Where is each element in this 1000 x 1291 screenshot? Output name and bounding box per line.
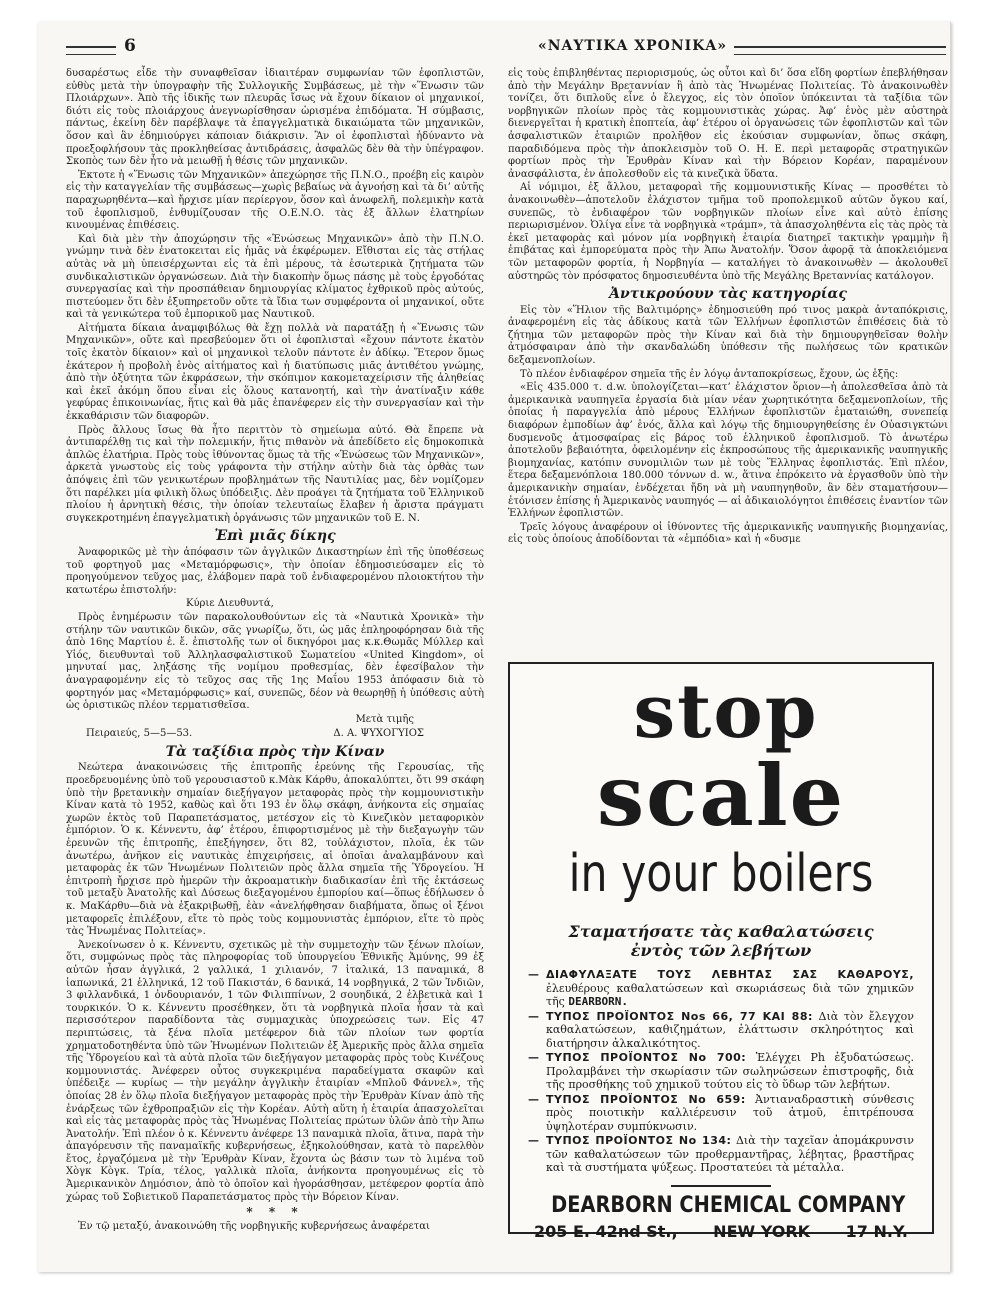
newspaper-page <box>38 22 951 1272</box>
ad-subhead: ἐντὸς τῶν λεβήτων <box>630 941 812 960</box>
dash-bullet: — <box>528 1051 539 1064</box>
dash-bullet: — <box>528 1009 539 1023</box>
section-title-rebuttal: Ἀντικρούουν τὰς κατηγορίας <box>609 286 847 303</box>
left-column <box>66 68 484 1234</box>
letter-paragraph: Πρὸς ἐνημέρωσιν τῶν παρακολουθούντων εἰς τὰ «Ναυτικὰ Χρονικὰ» τὴν στήλην τῶν ναυτικῶν δικῶν, σᾶς γνωρίζω, ὅτι, ὡς μᾶς ἐπληροφόρησαν διὰ τῆς ἀπὸ 16ης Μαρτίου ἐ. ἔ. ἐπιστολῆς των οἱ δικηγόροι μας κ.κ.Θωμᾶς Μύλλερ καὶ Υἱός, διευθυνταὶ τοῦ Ἀλληλασφαλιστικοῦ Σωματείου «United Kingdom», οἱ μηνυταί μας, ληξάσης τῆς νομίμου προθεσμίας, δὲν ἐφεσίβαλον τὴν ἀναγραφομένην εἰς τὸ τεῦχος σας τῆς 1ης Μαΐου 1953 ἀπόφασιν διὰ τὸ φορτηγόν μας «Μεταμόρφωσις» καί, συνεπῶς, δέον νὰ θεωρηθῇ ἡ ὑπόθεσις αὐτὴ ὡς ὁριστικῶς πλέον τερματισθεῖσα. <box>66 611 484 712</box>
running-title: «ΝΑΥΤΙΚΑ ΧΡΟΝΙΚΑ» <box>538 38 727 54</box>
ad-item-title: ΤΥΠΟΣ ΠΡΟΪΟΝΤΟΣ No 700: <box>546 1051 747 1064</box>
ad-address-zip: 17 N.Y. <box>845 1221 908 1241</box>
ad-product-item <box>528 1010 914 1051</box>
ad-item-title: ΤΥΠΟΣ ΠΡΟΪΟΝΤΟΣ No 134: <box>546 1134 732 1147</box>
letter-salutation: Κύριε Διευθυντά, <box>186 598 274 610</box>
ad-product-item <box>528 968 914 1009</box>
rebuttal-paragraph: Εἰς τὸν «Ἥλιον τῆς Βαλτιμόρης» ἐδημοσιεύθη πρό τινος μακρὰ ἀνταπόκρισις, ἀναφερομένη εἰς τὰς ἀδίκους κατὰ τῶν Ἑλλήνων ἐφοπλιστῶν ἐπιθέσεις διὰ τὸ ζήτημα τῶν μεταφορῶν πρὸς τὴν Κίναν καὶ διὰ τὴν δημιουργηθεῖσαν θολὴν ἀτμόσφαιραν ἀπὸ τὴν σκανδαλώδη ὑπόθεσιν τῆς πωλήσεως τῶν κρατικῶν δεξαμενοπλοίων. <box>508 304 948 367</box>
intro-paragraph: Ἐκτοτε ἡ «Ἕνωσις τῶν Μηχανικῶν» ἀπεχώρησε τῆς Π.Ν.Ο., προέβη εἰς καιρὸν εἰς τὴν καταγγελίαν τῆς συμβάσεως—χωρὶς βεβαίως νὰ ἀγνοήσῃ καὶ τὰ δι’ αὐτῆς παραχωρηθέντα—καὶ ἤρχισε μίαν περίεργον, ὅσον καὶ ἀνωφελῆ, πολεμικὴν κατὰ τοῦ ἐφοπλισμοῦ, ἐνθυμίζουσαν τῆς Ο.Ε.Ν.Ο. τὰς ἐξ ἄλλων ἐλατηρίων κινουμένας ἐπιθέσεις. <box>66 169 484 232</box>
ad-item-title: ΤΥΠΟΣ ΠΡΟΪΟΝΤΟΣ Nos 66, 77 ΚΑΙ 88: <box>546 1009 813 1023</box>
header-rule-right <box>734 46 946 55</box>
ad-company-name: DEARBORN CHEMICAL COMPANY <box>551 1192 906 1218</box>
ad-headline-stop: stop <box>633 669 819 755</box>
ad-headline-boilers: in your boilers <box>568 844 874 904</box>
ad-item-text: Ἀντιαναδραστικὴ σύνθεσις πρὸς ποιοτικὴν καλλιέρευσιν τοῦ ἀτμοῦ, ἐπιτρέπουσα ὑψηλοτέραν συμπύκνωσιν. <box>546 1092 914 1133</box>
china-paragraph: Νεώτερα ἀνακοινώσεις τῆς ἐπιτροπῆς ἐρεύνης τῆς Γερουσίας, τῆς προεδρευομένης ὑπὸ τοῦ γερουσιαστοῦ κ.Μὰκ Κάρθυ, ἀποκαλύπτει, ὅτι 99 σκάφη ὑπὸ τὴν βρετανικὴν σημαίαν διεξήγαγον μεταφορὰς πρὸς τὴν κομμουνιστικὴν Κίναν κατὰ τὸ 1952, καθὼς καὶ ὅτι 193 ἐν ὅλῳ σκάφη, ἀνήκοντα εἰς σημαίας χωρῶν ἐκτὸς τοῦ Παραπετάσματος, μετέσχον εἰς τὸ Κινεζικὸν μεταφορικὸν ἐμπόριον. Ὁ κ. Κέννεντυ, ἀφ’ ἑτέρου, ἐπιφορτισμένος μὲ τὴν διεξαγωγὴν τῶν ἐρευνῶν τῆς ἐπιτροπῆς, ἐπεξήγησεν, ὅτι 82, τοὐλάχιστον, πλοῖα, ἐκ τῶν ἀνωτέρω, ἀνῆκον εἰς ναυτικὰς ἐπιχειρήσεις, αἱ ὁποῖαι ἀναλαμβάνουν καὶ μεταφορὰς ἐκ τῶν Ἡνωμένων Πολιτειῶν πρὸς ἄλλα σημεῖα τῆς Ὑδρογείου. Ἡ ἐπιτροπὴ ἤρχισε πρὸ ἡμερῶν τὴν ἀκροαματικὴν διαδικασίαν ἐπὶ τῆς ἐκτάσεως τοῦ μεταξὺ Ἀνατολῆς καὶ Δύσεως διεξαγομένου ἐμπορίου καί—ὅπως ἐδήλωσεν ὁ κ. ΜαΚάρθυ—διὰ νὰ ἐξακριβωθῇ, ἐὰν «ἀνελήφθησαν διαβήματα, ὅπως οἱ ξένοι μεταφορεῖς ἐπιλέξουν, εἴτε τὸ πρὸς τοὺς κομμουνιστὰς ἐμπόριον, εἴτε τὸ πρὸς τὰς Ἡνωμένας Πολιτείας». <box>66 762 484 938</box>
ad-product-item <box>528 1134 914 1175</box>
ad-subhead: Σταματήσατε τὰς καθαλατώσεις <box>568 922 874 941</box>
ad-item-text: ἐλευθέρους καθαλατώσεων καὶ σκωριάσεως διὰ τῶν χημικῶν τῆς <box>546 981 914 1008</box>
letter-closing: Μετὰ τιμῆς <box>355 713 414 725</box>
signature-row <box>66 728 484 741</box>
rebuttal-paragraph: «Εἰς 435.000 τ. d.w. ὑπολογίζεται—κατ’ ἐλάχιστον ὅριον—ἡ ἀπολεσθεῖσα ἀπὸ τὰ ἀμερικανικὰ ναυπηγεῖα ἐργασία διὰ μίαν νέαν χωρητικότητα δεξαμενοπλοίων, τῆς ὁποίας ἡ παραγγελία ἀπὸ μέρους Ἑλλήνων ἐφοπλιστῶν ἐματαιώθη, συνεπείᾳ διαφόρων ἐμποδίων ἀφ’ ἑνός, ἄλλα καὶ λόγῳ τῆς δημιουργηθείσης ἐν Οὐασιγκτώνι δυσμενοῦς ἀτμοσφαίρας εἰς βάρος τοῦ ἑλληνικοῦ ἐφοπλισμοῦ. Τὸ ἀνωτέρω ἀποτελοῦν βεβαιότητα, ὀφειλομένην εἰς ἐκπροσώπους τῆς ἀμερικανικῆς ναυπηγικῆς βιομηχανίας, κατόπιν συνομιλιῶν των μὲ τοὺς Ἕλληνας ἐφοπλιστάς. Ἐπὶ πλέον, ἕτερα δεξαμενόπλοια 180.000 τόννων d. w., ἅτινα ἐπρόκειτο νὰ ἐργασθοῦν ὑπὸ τὴν ἀμερικανικὴν σημαίαν, ἐνδέχεται ἤδη νὰ μὴ ναυπηγηθοῦν, ἂν δὲν σταματήσουν—ἐτόνισεν ἐπίσης ἡ Ἀμερικανὸς ναυπηγός — αἱ ἀδικαιολόγητοι ἐπιθέσεις ἐναντίον τῶν Ἑλλήνων ἐφοπλιστῶν. <box>508 382 948 520</box>
section-title-trial: Ἐπὶ μιᾶς δίκης <box>214 528 336 545</box>
ad-address-city: NEW YORK <box>713 1221 811 1241</box>
ad-item-text: Διὰ τὴν ταχεῖαν ἀπομάκρυνσιν τῶν καθαλατώσεων τῶν προθερμαντῆρας, λέβητας, βραστῆρας καὶ τὰ συστήματα ψύξεως. Προστατεύει τὰ μέταλλα. <box>546 1134 914 1174</box>
ad-address-street: 205 E. 42nd St., <box>534 1221 678 1241</box>
intro-paragraph: Αἰτήματα δίκαια ἀναμφιβόλως θὰ ἔχῃ πολλὰ νὰ παρατάξῃ ἡ «Ἕνωσις τῶν Μηχανικῶν», οὔτε καὶ πρεσβεύομεν ὅτι οἱ ἐφοπλισταὶ «ἔχουν πάντοτε ἑκατὸν τοῖς ἑκατὸν δίκαιον» καὶ οἱ μηχανικοὶ τελοῦν πάντοτε ἐν ἀδίκῳ. Ἕτερον ὅμως ἑκάτερον ἡ προβολὴ ἑνὸς αἰτήματος καὶ ἡ διατύπωσις μιᾶς ἀντιθέτου γνώμης, ἀπὸ τὴν ὀξύτητα τῶν ἐκφράσεων, τὴν σκόπιμον κακομεταχείρισιν τῆς ἀληθείας καὶ ἐκεῖ ἀκόμη ὅπου εἶναι εἰς ὅλους κατανοητή, καὶ τὴν ἀνατίναξιν κάθε γεφύρας ἐπικοινωνίας, ἥτις καὶ θὰ μᾶς ἐπανέφερεν εἰς τὴν συνεργασίαν καὶ τὴν ἐκκαθάρισιν τῶν διαφορῶν. <box>66 322 484 423</box>
ad-headline-scale: scale <box>596 746 846 845</box>
intro-paragraph: Πρὸς ἄλλους ἴσως θὰ ἦτο περιττὸν τὸ σημείωμα αὐτό. Θὰ ἔπρεπε νὰ ἀντιπαρέλθῃ τις καὶ τὴν πολεμικήν, ἥτις πιθανὸν νὰ ἀπεδίδετο εἰς δημοκοπικὰ ἁπλῶς ἐλατήρια. Πρὸς τοὺς ἰθύνοντας ὅμως τὰ τῆς «Ἑνώσεως τῶν Μηχανικῶν», ἀρκετὰ γνωστοὺς εἰς τοὺς γράφοντα τὴν στήλην αὐτὴν διὰ τὰς ὀρθὰς των ἀπόψεις ἐπὶ τῶν γενικωτέρων προβλημάτων τῆς Ναυτιλίας μας, δὲν νομίζομεν ὅτι παρέλκει μία φιλικὴ ὅλως ὑπόδειξις. Δὲν προάγει τὰ ζητήματα τοῦ Ἑλληνικοῦ πλοίου ἡ ἀρνητικὴ θέσις, τὴν ὁποίαν τελευταίως ἔλαβεν ἡ ἄριστα πράγματι συγκεκροτημένη ἐπαγγελματικὴ ὀργάνωσις τῶν μηχανικῶν τοῦ Ε. Ν. <box>66 424 485 524</box>
ad-item-title: ΤΥΠΟΣ ΠΡΟΪΟΝΤΟΣ No 659: <box>546 1092 746 1106</box>
letter-signature: Δ. Α. ΨΥΧΟΓΥΙΟΣ <box>333 728 424 740</box>
header-rule-left <box>66 46 116 55</box>
ad-item-brand: DEARBORN. <box>568 995 628 1008</box>
ad-address <box>528 1222 914 1241</box>
right-paragraph: εἰς τοὺς ἐπιβληθέντας περιορισμούς, ὡς οὗτοι καὶ δι’ ὅσα εἴδη φορτίων ἐπεβλήθησαν ἀπὸ τὴν Μεγάλην Βρεταννίαν ἢ ἀπὸ τὰς Ἡνωμένας Πολιτείας. Τὸ ἀνακοινωθὲν τονίζει, ὅτι διπλοῦς εἶνε ὁ ἔλεγχος, εἰς τὸν ὁποῖον ὑπόκεινται τὰ ταξίδια τῶν νορβηγικῶν πλοίων πρὸς τὰς κομμουνιστικὰς χώρας. Ἀφ’ ἑνὸς μὲν αὐστηρὰ διενεργεῖται ἡ κρατικὴ ἐποπτεία, ἀφ’ ἑτέρου οἱ ὀργανώσεις τῶν ἐφοπλιστῶν καὶ τῶν ἀσφαλιστικῶν ἑταιριῶν προλῆθον εἰς ἐκούσιαν συμφωνίαν, ὅπως σκάφη, παραδιδόμενα πρὸς τὴν ἀποκλεισμὸν τοῦ Ο. Η. Ε. περὶ μεταφορᾶς στρατηγικῶν φορτίων πρὸς τὴν Ἐρυθρὰν Κίναν καὶ τὴν Βόρειον Κορέαν, παραμένουν ἀνασφάλιστα, ἐν ἀπολεσθοῦν εἰς τὰ κινεζικὰ ὕδατα. <box>508 68 948 180</box>
dearborn-advertisement <box>508 662 934 1241</box>
continuation-paragraph: Ἐν τῷ μεταξύ, ἀνακοινώθη τῆς νορβηγικῆς κυβερνήσεως ἀναφέρεται <box>78 1220 430 1232</box>
ad-product-list <box>528 968 914 1175</box>
ad-item-text: Ἐλέγχει Ph ἐξυδατώσεως. Προλαμβάνει τὴν σκωρίασιν τῶν σωληνώσεων ἐπιστροφῆς, διὰ τῆς προσθήκης τοῦ χημικοῦ τούτου εἰς τὸ ὕδωρ τῶν λεβήτων. <box>546 1051 915 1091</box>
ad-product-item <box>528 1093 914 1134</box>
ad-item-text: Διὰ τὸν ἔλεγχον καθαλατώσεων, καθιζημάτων, ἐλάττωσιν σκληρότητος καὶ διατήρησιν ἀλκαλικότητος. <box>546 1009 914 1050</box>
dash-bullet: — <box>528 1092 539 1106</box>
rebuttal-paragraph: Τρεῖς λόγους ἀναφέρουν οἱ ἰθύνοντες τῆς ἀμερικανικῆς ναυπηγικῆς βιομηχανίας, εἰς τοὺς ὁποίους ἀποδίδονται τὰ «ἐμπόδια» καὶ ἡ «δυσμε <box>508 521 948 546</box>
rebuttal-paragraph: Τὸ πλέον ἐνδιαφέρον σημεῖα τῆς ἐν λόγῳ ἀνταποκρίσεως, ἔχουν, ὡς ἑξῆς: <box>520 368 899 380</box>
ad-item-title: ΔΙΑΦΥΛΑΞΑΤΕ ΤΟΥΣ ΛΕΒΗΤΑΣ ΣΑΣ ΚΑΘΑΡΟΥΣ, <box>546 968 914 981</box>
page-number: 6 <box>124 36 136 56</box>
trial-paragraph: Ἀναφορικῶς μὲ τὴν ἀπόφασιν τῶν ἀγγλικῶν Δικαστηρίων ἐπὶ τῆς ὑποθέσεως τοῦ φορτηγοῦ μας «Μεταμόρφωσις», τὴν ὁποίαν ἐδημοσιεύσαμεν εἰς τὸ προηγούμενον τεῦχος μας, ἐλάβομεν παρὰ τοῦ ἐνδιαφερομένου πλοιοκτήτου τὴν κατωτέρω ἐπιστολήν: <box>66 546 484 596</box>
dash-bullet: — <box>528 968 539 981</box>
section-separator: * * * <box>246 1205 304 1220</box>
right-column <box>508 68 948 548</box>
intro-paragraph: δυσαρέστως εἶδε τὴν συναφθεῖσαν ἰδιαιτέραν συμφωνίαν τῶν ἐφοπλιστῶν, εὐθὺς μετὰ τὴν ὑπογραφὴν τῆς Συλλογικῆς Συμβάσεως, μὲ τὴν «Ἕνωσιν τῶν Πλοιάρχων». Ἀπὸ τῆς ἰδικῆς των πλευρᾶς ἴσως νὰ ἔχουν δίκαιον οἱ μηχανικοί, διότι εἰς τοὺς πλοιάρχους ἀνεγνωρίσθησαν ὡρισμένα ἐπιδόματα. Ἡ σύμβασις, πάντως, ἐκείνη δὲν παρέβλαψε τὰ ἐπαγγελματικὰ δικαιώματα τῶν μηχανικῶν, ὅσον καὶ ἂν ἐδημιούργει κάποιαν διάκρισιν. Ἂν οἱ ἐφοπλισταὶ ἠδύναντο νὰ προεξοφλήσουν τὰς προκληθείσας ἀντιδράσεις, ἀσφαλῶς δὲν θὰ τὴν ὑπέγραφον. Σκοπὸς των δὲν ἦτο νὰ μειωθῇ ἡ θέσις τῶν μηχανικῶν. <box>66 68 484 168</box>
ad-divider <box>671 1185 771 1187</box>
letter-place-date: Πειραιεύς, 5—5—53. <box>86 728 193 740</box>
ad-product-item <box>528 1051 914 1092</box>
page-header <box>66 36 946 66</box>
section-title-china-voyages: Τὰ ταξίδια πρὸς τὴν Κίναν <box>165 743 385 760</box>
dash-bullet: — <box>528 1134 539 1147</box>
china-paragraph: Ἀνεκοίνωσεν ὁ κ. Κέννεντυ, σχετικῶς μὲ τὴν συμμετοχὴν τῶν ξένων πλοίων, ὅτι, συμφώνως πρὸς τὰς πληροφορίας τοῦ ὑπουργείου Ἐθνικῆς Ἀμύνης, 99 ἐξ αὐτῶν ἦσαν ἀγγλικά, 2 γαλλικά, 1 χιλιανόν, 7 ἰταλικά, 13 παναμικά, 8 ἰαπωνικά, 21 ἑλληνικά, 12 τοῦ Πακιστάν, 6 δανικά, 14 νορβηγικά, 2 τῶν Ἰνδιῶν, 3 φιλλανδικά, 1 ὀνδουριανόν, 1 τῶν Φιλιππίνων, 2 σουηδικά, 2 ἐλβετικὰ καὶ 1 τουρκικόν. Ὁ κ. Κέννεντυ προσέθηκεν, ὅτι τὰ νορβηγικὰ πλοῖα ἦσαν τὰ καὶ περισσότερον παραδίδοντα τὰς συμμαχικὰς ὑποχρεώσεις των. Εἰς 47 περιπτώσεις, τὰ ξένα πλοῖα μετέφερον διὰ τῶν πλοίων των φορτία χρηματοδοτηθέντα ὑπὸ τῶν Ἡνωμένων Πολιτειῶν ἐξ Ἀμερικῆς πρὸς ἄλλα σημεῖα τῆς Ὑδρογείου καὶ τὰ αὐτὰ πλοῖα τῶν διεξήγαγον μεταφορὰς πρὸς τοὺς Κινέζους κομμουνιστάς. Ἀνέφερεν οὗτος συγκεκριμένα παραδείγματα σκαφῶν καὶ ὑπέδειξε — κυρίως — τὴν μεγάλην ἀγγλικὴν ἑταιρίαν «Μπλοῦ Φάννελ», τῆς ὁποίας 28 ἐν ὅλῳ πλοῖα διεξήγαγον μεταφορὰς πρὸς τὴν Ἐρυθρὰν Κίναν ἀπὸ τῆς ἐνάρξεως τῶν ἐχθροπραξιῶν εἰς τὴν Κορέαν. Αὐτὴ αὕτη ἡ ἑταιρία ἀπασχολεῖται καὶ εἰς τὰς μεταφορὰς πρὸς τὰς Ἡνωμένας Πολιτείας πρώτων ὑλῶν ἀπὸ τὴν Ἀπω Ἀνατολήν. Ἐπὶ πλέον ὁ κ. Κέννεντυ ἀνέφερε 13 παναμικὰ πλοῖα, ἅτινα, παρὰ τὴν ἀπαγόρευσιν τῆς παναμαϊκῆς κυβερνήσεως, ἐξηκολούθησαν, κατὰ τὸ παρελθὸν ἔτος, ἐργαζόμενα μὲ τὴν Ἐρυθρὰν Κίναν, ἔχοντα ὡς βάσιν των τὸ λιμένα τοῦ Χὸγκ Κὸγκ. Τρία, τέλος, γαλλικὰ πλοῖα, ἀνήκοντα προηγουμένως εἰς τὸ Ἀμερικανικὸν Δημόσιον, ἀπὸ τὸ ὁποῖον καὶ ἠγοράσθησαν, μετέφερον φορτία ἀπὸ χώρας τοῦ Σοβιετικοῦ Παραπετάσματος πρὸς τὴν Βόρειον Κίναν. <box>66 939 484 1203</box>
right-paragraph: Αἱ νόμιμοι, ἐξ ἄλλου, μεταφοραὶ τῆς κομμουνιστικῆς Κίνας — προσθέτει τὸ ἀνακοινωθὲν—ἀποτελοῦν ἐλάχιστον τμῆμα τοῦ προπολεμικοῦ αὐτῶν ὄγκου καί, συνεπῶς, τὸ ἐνδιαφέρον τῶν νορβηγικῶν πλοίων εἶνε καὶ αὐτὸ ἐπίσης περιωρισμένον. Ὀλίγα εἶνε τὰ νορβηγικὰ «τράμπ», τὰ ἀπασχοληθέντα εἰς τὰς πρὸς τὰ ἐκεῖ μεταφορὰς καὶ μόνον μία νορβηγικὴ ἑταιρία διατηρεῖ τακτικὴν γραμμὴν ἢ ἐπιβάτας καὶ ἐμπορεύματα πρὸς τὴν Ἀπω Ἀνατολήν. Ὅσον ἀφορᾷ τὰ ἀποκλειόμενα τῶν μεταφορῶν φορτία, ἡ Νορβηγία — καταλήγει τὸ ἀνακοινωθὲν — ἀκολουθεῖ αὐστηρῶς τὸν πρόσφατος δημοσιευθέντα ὑπὸ τῆς Μεγάλης Βρεταννίας κατάλογον. <box>508 182 948 282</box>
intro-paragraph: Καὶ διὰ μὲν τὴν ἀποχώρησιν τῆς «Ἑνώσεως Μηχανικῶν» ἀπὸ τὴν Π.Ν.Ο. γνώμην τινὰ δὲν ἐνατοκειται εἰς ἡμᾶς νὰ ἐκφέρωμεν. Εἴθισται εἰς τὰς στήλας αὐτὰς νὰ μὴ ὑπεισέρχωνται εἰς τὰ ἐπὶ μέρους, τὰ ἐσωτερικὰ ζητήματα τῶν συνδικαλιστικῶν ὀργανώσεων. Διὰ τὴν διακοπὴν ὅμως πάσης μὲ τοὺς ἐργοδότας συνεργασίας καὶ τὴν προσπάθειαν δημιουργίας κλίματος ἐχθρικοῦ πρὸς αὐτούς, πιστεύομεν ὅτι δὲν ἐξυπηρετοῦν οὔτε τὰ ἴδια των συμφέροντα οἱ μηχανικοί, οὔτε καὶ τὰ γενικώτερα τοῦ ἐμπορικοῦ μας Ναυτικοῦ. <box>66 233 484 321</box>
